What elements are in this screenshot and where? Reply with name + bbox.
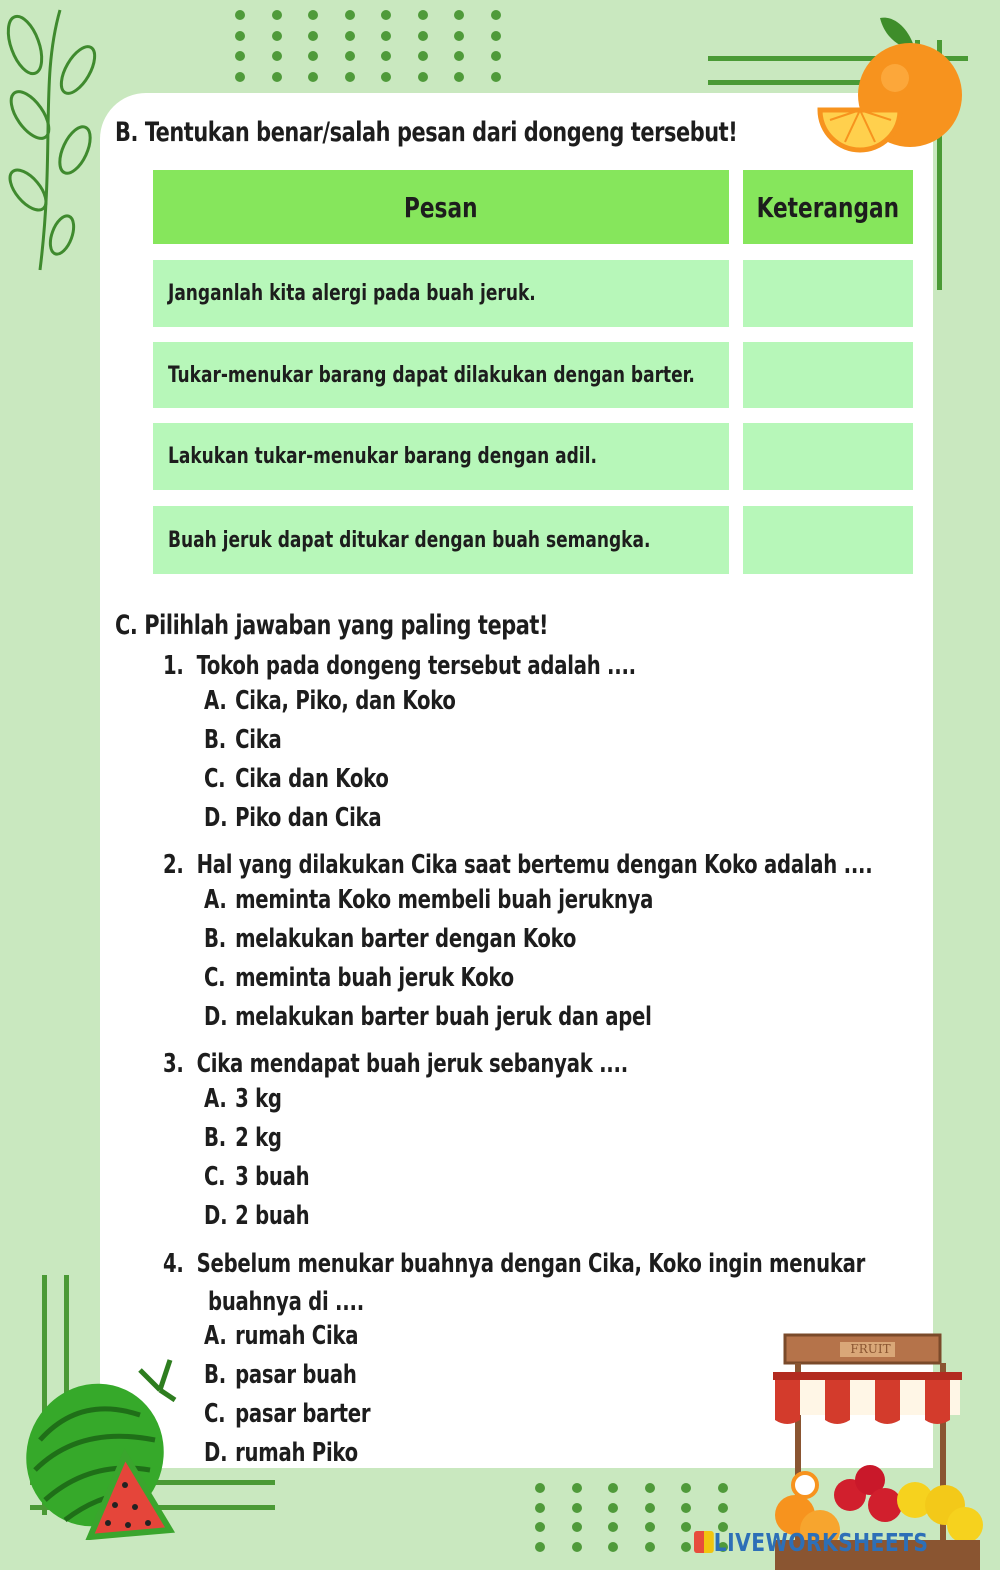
dot [418,10,428,20]
dot [645,1483,655,1493]
question-1-option-a[interactable]: A. Cika, Piko, dan Koko [204,686,456,716]
dot [381,72,391,82]
dot [454,10,464,20]
question-1-option-b[interactable]: B. Cika [204,725,282,755]
dot [608,1522,618,1532]
dot [572,1542,582,1552]
dot [454,31,464,41]
question-4-line-2: buahnya di .... [208,1287,364,1317]
dot [272,72,282,82]
watermelon-icon [20,1355,180,1540]
dot [491,10,501,20]
dot [681,1542,691,1552]
dot [535,1542,545,1552]
dot [681,1522,691,1532]
dot [718,1503,728,1513]
dot [272,51,282,61]
section-c-title: C. Pilihlah jawaban yang paling tepat! [115,610,549,641]
dot [454,51,464,61]
dot [418,72,428,82]
vine-leaves-decoration [0,0,110,280]
dot [535,1483,545,1493]
dot [272,31,282,41]
question-2-option-a[interactable]: A. meminta Koko membeli buah jeruknya [204,885,654,915]
dot [645,1522,655,1532]
table-row-2-pesan: Tukar-menukar barang dapat dilakukan dengan barter. [153,342,729,408]
dot [718,1483,728,1493]
liveworksheets-logo: LIVEWORKSHEETS [694,1528,928,1557]
question-3: 3. Cika mendapat buah jeruk sebanyak .... [163,1049,628,1079]
dot [645,1503,655,1513]
dot [418,31,428,41]
dot [308,31,318,41]
dot [491,72,501,82]
dot [272,10,282,20]
question-3-option-c[interactable]: C. 3 buah [204,1162,310,1192]
table-row-2-keterangan[interactable] [743,342,913,408]
dot [572,1522,582,1532]
dot-grid-top [235,10,527,92]
dot [454,72,464,82]
dot [345,10,355,20]
dot [235,51,245,61]
dot [381,31,391,41]
table-header-keterangan: Keterangan [743,170,913,244]
dot [308,51,318,61]
dot [608,1542,618,1552]
question-4-option-b[interactable]: B. pasar buah [204,1360,357,1390]
dot [345,72,355,82]
dot [491,31,501,41]
question-4-option-c[interactable]: C. pasar barter [204,1399,371,1429]
dot [308,72,318,82]
dot [381,51,391,61]
dot [535,1522,545,1532]
table-row-3-pesan: Lakukan tukar-menukar barang dengan adil. [153,423,729,490]
table-row-4-keterangan[interactable] [743,506,913,574]
question-2: 2. Hal yang dilakukan Cika saat bertemu dengan Koko adalah .... [163,850,873,880]
table-row-4-pesan: Buah jeruk dapat ditukar dengan buah semangka. [153,506,729,574]
dot [345,51,355,61]
table-header-pesan: Pesan [153,170,729,244]
dot [381,10,391,20]
question-1: 1. Tokoh pada dongeng tersebut adalah .... [163,651,636,681]
question-3-option-b[interactable]: B. 2 kg [204,1123,282,1153]
dot [235,31,245,41]
question-4-option-a[interactable]: A. rumah Cika [204,1321,359,1351]
stall-sign-text: FRUIT [850,1342,891,1356]
section-b-title: B. Tentukan benar/salah pesan dari dongeng tersebut! [115,117,738,148]
dot [608,1483,618,1493]
table-row-1-pesan: Janganlah kita alergi pada buah jeruk. [153,260,729,327]
question-2-option-d[interactable]: D. melakukan barter buah jeruk dan apel [204,1002,652,1032]
dot [308,10,318,20]
dot [645,1542,655,1552]
dot [418,51,428,61]
orange-fruit-icon [815,10,965,160]
dot [681,1483,691,1493]
question-4-option-d[interactable]: D. rumah Piko [204,1438,358,1468]
question-2-option-b[interactable]: B. melakukan barter dengan Koko [204,924,577,954]
question-3-option-d[interactable]: D. 2 buah [204,1201,310,1231]
dot [491,51,501,61]
table-row-3-keterangan[interactable] [743,423,913,490]
dot [235,72,245,82]
dot [572,1503,582,1513]
dot [681,1503,691,1513]
dot [235,10,245,20]
dot [345,31,355,41]
dot [572,1483,582,1493]
question-1-option-c[interactable]: C. Cika dan Koko [204,764,389,794]
question-2-option-c[interactable]: C. meminta buah jeruk Koko [204,963,514,993]
dot [535,1503,545,1513]
table-row-1-keterangan[interactable] [743,260,913,327]
dot [608,1503,618,1513]
brand-grid-icon [694,1531,714,1553]
question-4: 4. Sebelum menukar buahnya dengan Cika, Koko ingin menukar [163,1249,866,1279]
question-3-option-a[interactable]: A. 3 kg [204,1084,282,1114]
question-1-option-d[interactable]: D. Piko dan Cika [204,803,382,833]
